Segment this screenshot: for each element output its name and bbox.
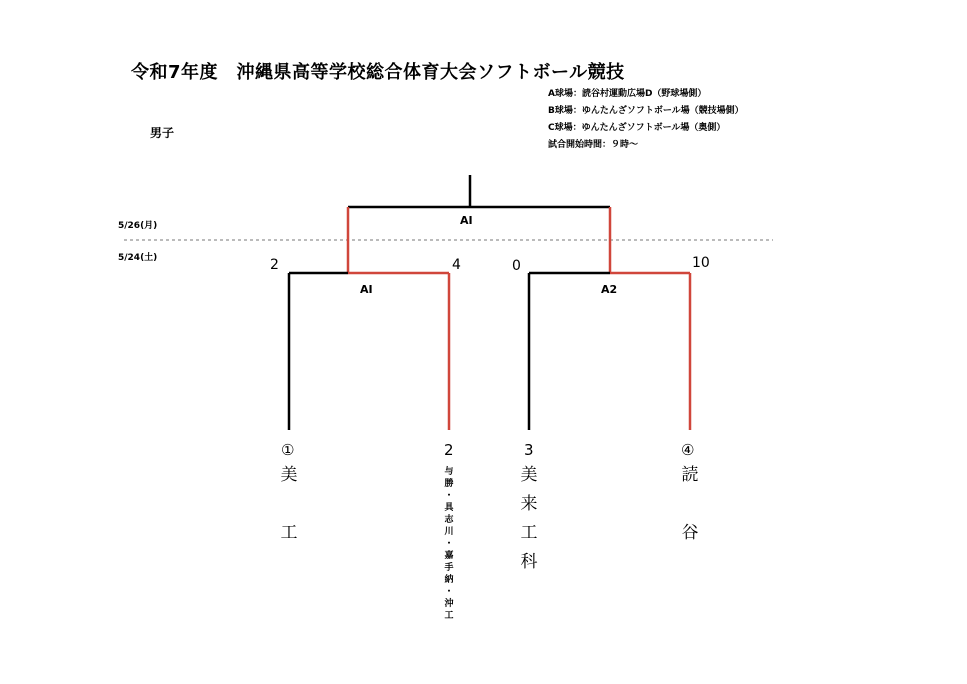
team1-name [277,461,301,548]
semi2-game-label: A2 [601,283,618,296]
team3-seed: 3 [524,441,534,459]
semi1-left-score: 2 [270,257,279,273]
venue-a-info: A球場：読谷村運動広場D（野球場側） [548,89,707,99]
category-label: 男子 [150,126,175,140]
team2-seed: 2 [444,441,454,459]
team2-name-char: ・ [444,491,454,501]
team1-name-char: 工 [280,523,298,543]
team3-name-char: 来 [520,494,538,514]
venue-b-info: B球場：ゆんたんざソフトボール場（競技場側） [548,106,744,116]
team2-name-char: 沖 [444,599,454,609]
team4-name-char [678,490,702,519]
semi-date-label: 5/24(土) [118,253,158,263]
team2-name [442,466,456,622]
team2-name-char: 与 [444,467,454,477]
team2-name-char: 勝 [444,479,454,489]
semi2-right-score: 10 [692,255,710,271]
team4-name-char: 谷 [681,523,699,543]
team2-name-char: 工 [444,611,454,621]
team2-name-char: 具 [444,503,454,513]
team2-name-char: ・ [444,539,454,549]
team1-seed: ① [281,441,295,459]
team2-name-char: 川 [444,527,454,537]
team4-seed: ④ [681,441,695,459]
team2-name-char: 志 [444,515,454,525]
venue-c-info: C球場：ゆんたんざソフトボール場（奥側） [548,123,726,133]
team1-name-char [277,490,301,519]
semi1-right-score: 4 [452,257,461,273]
final-game-label: AⅠ [460,214,473,227]
team2-name-char: 納 [444,575,454,585]
team4-name-char: 読 [681,465,699,485]
team1-name-char: 美 [280,465,298,485]
team3-name-char: 美 [520,465,538,485]
semi2-left-score: 0 [512,258,521,274]
page-title: 令和7年度 沖縄県高等学校総合体育大会ソフトボール競技 [131,62,625,83]
team4-name [678,461,702,548]
team2-name-char: ・ [444,587,454,597]
final-date-label: 5/26(月) [118,221,158,231]
team3-name-char: 工 [520,523,538,543]
team3-name-char: 科 [520,552,538,572]
team2-name-char: 嘉 [444,551,454,561]
team2-name-char: 手 [444,563,454,573]
team3-name [517,461,541,577]
semi1-game-label: AⅠ [360,283,373,296]
start-time-info: 試合開始時間：９時～ [548,140,639,150]
